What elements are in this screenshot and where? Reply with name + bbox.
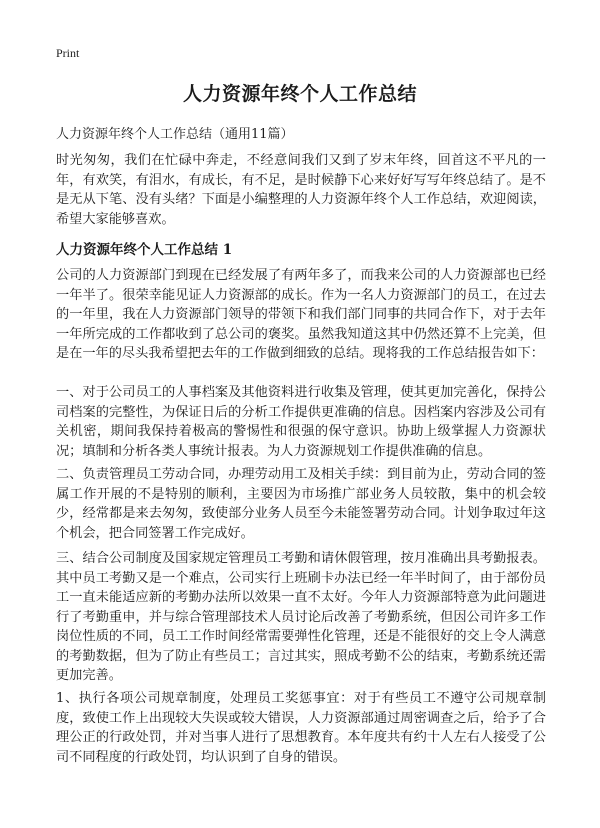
body-paragraph-5: 1、执行各项公司规章制度，处理员工奖惩事宜：对于有些员工不遵守公司规章制度，致使工作上出现较大失误或较大错误，人力资源部通过周密调查之后，给予了合理公正的行政处罚，并对当事人进行了思想教育。本年度共有约十人左右人接受了公司不同程度的行政处罚，均认识到了自身的错误。	[56, 691, 546, 765]
body-paragraph-4: 三、结合公司制度及国家规定管理员工考勤和请休假管理，按月准确出具考勤报表。其中员工考勤又是一个难点，公司实行上班刷卡办法已经一年半时间了，由于部份员工一直未能适应新的考勤办法所以效果一直不太好。今年人力资源部特意为此问题进行了考勤重申，并与综合管理部技术人员讨论后改善了考勤系统，但因公司许多工作岗位性质的不同，员工工作时间经常需要弹性化管理，还是不能很好的交上令人满意的考勤数据，但为了防止有些员工；言过其实，照成考勤不公的结束，考勤系统还需更加完善。	[56, 551, 546, 683]
body-paragraph-1: 公司的人力资源部门到现在已经发展了有两年多了，而我来公司的人力资源部也已经一年半了。很荣幸能见证人力资源部的成长。作为一名人力资源部门的员工，在过去的一年里，我在人力资源部门领导的带领下和我们部门同事的共同合作下，对于去年一年所完成的工作都收到了总公司的褒奖。虽然我知道这其中仍然还算不上完美，但是在一年的尽头我希望把去年的工作做到细致的总结。现将我的工作总结报告如下：	[56, 268, 546, 361]
document-subtitle: 人力资源年终个人工作总结（通用11篇）	[56, 127, 294, 142]
body-paragraph-2: 一、对于公司员工的人事档案及其他资料进行收集及管理，使其更加完善化，保持公司档案的完整性，为保证日后的分析工作提供更准确的信息。因档案内容涉及公司有关机密，期间我保持着极高的警惕性和很强的保守意识。协助上级掌握人力资源状况；填制和分析各类人事统计报表。为人力资源规划工作提供准确的信息。	[56, 385, 546, 459]
section-heading: 人力资源年终个人工作总结 1	[56, 242, 233, 258]
intro-paragraph: 时光匆匆，我们在忙碌中奔走，不经意间我们又到了岁末年终，回首这不平凡的一年，有欢笑，有泪水，有成长，有不足，是时候静下心来好好写写年终总结了。是不是无从下笔、没有头绪？下面是小编整理的人力资源年终个人工作总结，欢迎阅读，希望大家能够喜欢。	[56, 153, 546, 227]
print-link[interactable]: Print	[56, 46, 80, 60]
document-title: 人力资源年终个人工作总结	[182, 83, 417, 105]
body-paragraph-3: 二、负责管理员工劳动合同，办理劳动用工及相关手续：到目前为止，劳动合同的签属工作开展的不是特别的顺利，主要因为市场推广部业务人员较散，集中的机会较少，经常都是来去匆匆，致使部分业务人员至今未能签署劳动合同。计划争取过年这个机会，把合同签署工作完成好。	[56, 467, 546, 541]
